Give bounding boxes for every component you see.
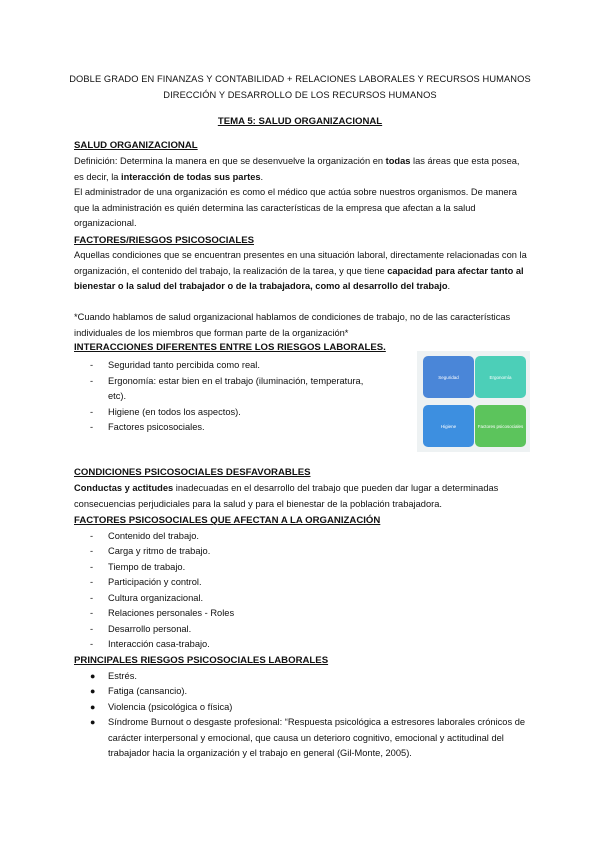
salud-heading: SALUD ORGANIZACIONAL [74,140,198,151]
bullet-marker: ● [90,686,96,696]
list-item: Factores psicosociales. [108,422,205,432]
header-line-1: DOBLE GRADO EN FINANZAS Y CONTABILIDAD + RELACIONES LABORALES Y RECURSOS HUMANOS [69,74,531,84]
list-item: Violencia (psicológica o física) [108,702,233,712]
bullet-marker: ● [90,702,96,712]
bullet-marker: ● [90,717,96,727]
list-item: Participación y control. [108,577,202,587]
tema-title: TEMA 5: SALUD ORGANIZACIONAL [217,116,383,127]
list-item: Ergonomía: estar bien en el trabajo (iluminación, temperatura, [108,376,364,386]
list-item: Contenido del trabajo. [108,531,199,541]
principales-heading: PRINCIPALES RIESGOS PSICOSOCIALES LABORALES [74,655,329,666]
salud-definition: Definición: Determina la manera en que se desenvuelve la organización en todas las áreas que esta posea, es decir, la interacción de todas sus partes. [74,156,520,182]
header-line-2: DIRECCIÓN Y DESARROLLO DE LOS RECURSOS HUMANOS [163,90,437,100]
tile-higiene: Higiene [423,405,474,447]
list-item: Higiene (en todos los aspectos). [108,407,241,417]
dash-marker: - [90,531,94,541]
list-item: Carga y ritmo de trabajo. [108,546,211,556]
dash-marker: - [90,422,94,432]
dash-marker: - [90,546,94,556]
list-item-continuation: etc). [108,391,127,401]
risk-quadrant-graphic [417,351,530,452]
list-item: Estrés. [108,671,137,681]
condiciones-paragraph: Conductas y actitudes inadecuadas en el desarrollo del trabajo que pueden dar lugar a determinadas consecuencias perjudiciales para la salud y para el bienestar de la población trabajadora. [74,483,499,509]
list-item: Seguridad tanto percibida como real. [108,360,260,370]
dash-marker: - [90,407,94,417]
salud-admin-paragraph: El administrador de una organización es como el médico que actúa sobre nuestros organismos. De manera que la administración es quién determina las características de la empresa que afectan a la salud organizacional. [74,187,517,229]
dash-marker: - [90,593,94,603]
dash-marker: - [90,577,94,587]
list-item: Interacción casa-trabajo. [108,639,210,649]
tile-factores-psicosociales: Factores psicosociales [475,405,526,447]
factores-heading: FACTORES/RIESGOS PSICOSOCIALES [74,235,255,246]
list-item: Fatiga (cansancio). [108,686,188,696]
tile-seguridad: Seguridad [423,356,474,398]
list-item: Desarrollo personal. [108,624,192,634]
factores-paragraph: Aquellas condiciones que se encuentran presentes en una situación laboral, directamente relacionadas con la organización, el contenido del trabajo, la realización de la tarea, y que tiene capacidad para afectar tanto al bienestar o la salud del trabajador o de la trabajadora, como al desarrollo del trabajo. [74,250,527,292]
bullet-marker: ● [90,671,96,681]
burnout-item: Síndrome Burnout o desgaste profesional: “Respuesta psicológica a estresores laborales crónicos de carácter interpersonal y emocional, que causa un deterioro cognitivo, emocional y actitudinal del trabajador hacia la organización y el trabajo en general (Gil-Monte, 2005). [108,717,526,759]
list-item: Relaciones personales - Roles [108,608,235,618]
dash-marker: - [90,624,94,634]
list-item: Cultura organizacional. [108,593,204,603]
dash-marker: - [90,376,94,386]
dash-marker: - [90,639,94,649]
dash-marker: - [90,608,94,618]
factores-note: *Cuando hablamos de salud organizacional hablamos de condiciones de trabajo, no de las características individuales de los miembros que forman parte de la organización* [74,312,511,338]
dash-marker: - [90,360,94,370]
tile-ergonomia: Ergonomía [475,356,526,398]
condiciones-heading: CONDICIONES PSICOSOCIALES DESFAVORABLES [74,467,311,478]
dash-marker: - [90,562,94,572]
list-item: Tiempo de trabajo. [108,562,186,572]
interacciones-heading: INTERACCIONES DIFERENTES ENTRE LOS RIESGOS LABORALES. [74,342,386,353]
factores-org-heading: FACTORES PSICOSOCIALES QUE AFECTAN A LA ORGANIZACIÓN [74,515,381,526]
